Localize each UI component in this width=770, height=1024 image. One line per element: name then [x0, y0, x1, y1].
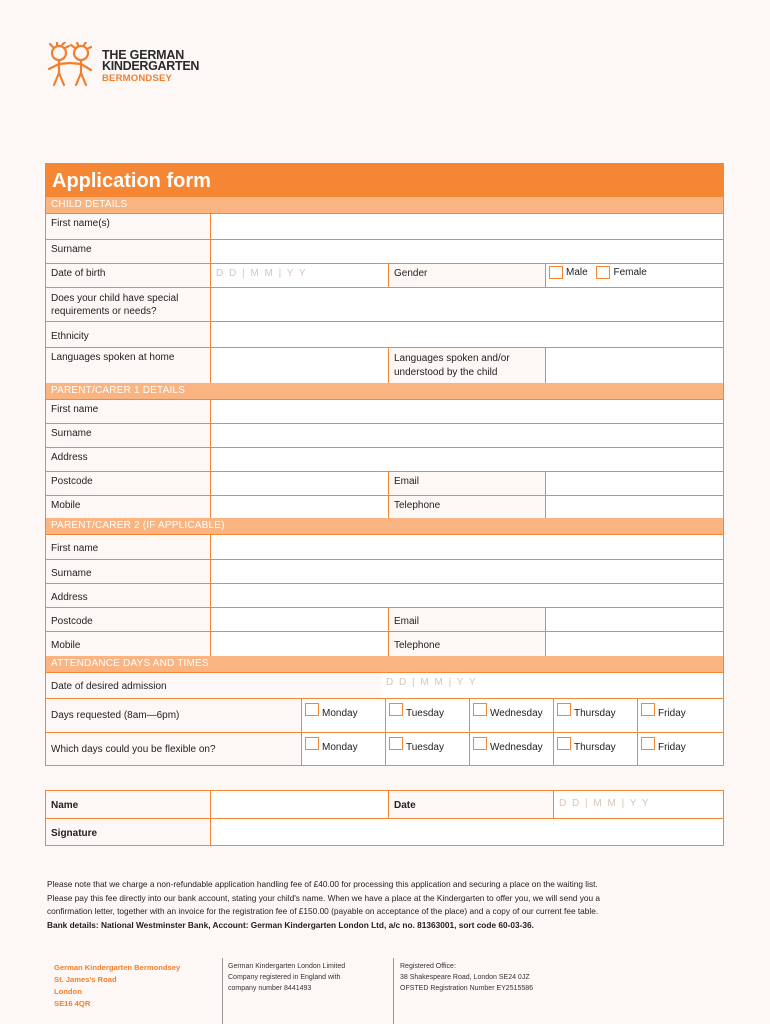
- flexible-wednesday[interactable]: [470, 733, 554, 765]
- child-dob-field[interactable]: [211, 264, 389, 287]
- bank-details: Bank details: National Westminster Bank, Account: German Kindergarten London Ltd, a/c no. 81363001, sort code 60-03-36.: [47, 919, 534, 930]
- flexible-monday[interactable]: [302, 733, 386, 765]
- date-field[interactable]: [554, 791, 723, 818]
- flexible-friday-checkbox[interactable]: [641, 737, 655, 750]
- requested-friday-checkbox[interactable]: [641, 703, 655, 716]
- carer2-telephone-field[interactable]: [546, 632, 723, 656]
- carer2-address-label: Address: [46, 584, 211, 607]
- requested-friday-label: Friday: [658, 708, 686, 719]
- children-logo-icon: [44, 42, 96, 88]
- flexible-thursday-label: Thursday: [574, 742, 616, 753]
- requested-monday-label: Monday: [322, 708, 358, 719]
- carer1-first-name-label: First name: [46, 400, 211, 423]
- days-requested-label: Days requested (8am—6pm): [46, 699, 302, 732]
- requested-thursday-label: Thursday: [574, 708, 616, 719]
- carer2-first-name-field[interactable]: [211, 535, 723, 559]
- carer2-telephone-label: Telephone: [389, 632, 546, 656]
- requested-monday[interactable]: [302, 699, 386, 732]
- footer-address-line: German Kindergarten Bermondsey: [54, 963, 181, 972]
- logo-line-1: THE GERMAN: [102, 48, 185, 62]
- requested-wednesday-label: Wednesday: [490, 708, 543, 719]
- requested-wednesday[interactable]: [470, 699, 554, 732]
- footer-address-line: St. James's Road: [54, 975, 117, 984]
- admission-date-label: Date of desired admission: [46, 673, 381, 698]
- requested-tuesday-checkbox[interactable]: [389, 703, 403, 716]
- requested-wednesday-checkbox[interactable]: [473, 703, 487, 716]
- section-carer1-details: PARENT/CARER 1 DETAILS: [45, 383, 724, 399]
- flexible-thursday-checkbox[interactable]: [557, 737, 571, 750]
- dob-placeholder: D D | M M | Y Y: [216, 268, 308, 279]
- flexible-thursday[interactable]: [554, 733, 638, 765]
- female-checkbox[interactable]: [596, 266, 610, 279]
- flexible-monday-checkbox[interactable]: [305, 737, 319, 750]
- footer-registered-line: Registered Office:: [400, 963, 456, 970]
- footer-company-line: Company registered in England with: [228, 973, 341, 981]
- child-dob-label: Date of birth: [46, 264, 211, 287]
- flexible-friday[interactable]: [638, 733, 723, 765]
- ethnicity-field[interactable]: [211, 322, 723, 347]
- flexible-tuesday-label: Tuesday: [406, 742, 444, 753]
- flexible-days-label: Which days could you be flexible on?: [46, 733, 302, 765]
- special-needs-label: Does your child have special requirements or needs?: [46, 288, 211, 321]
- carer2-first-name-label: First name: [46, 535, 211, 559]
- carer1-email-field[interactable]: [546, 472, 723, 495]
- carer2-address-field[interactable]: [211, 584, 723, 607]
- logo: [44, 42, 224, 90]
- carer2-email-field[interactable]: [546, 608, 723, 631]
- footer-registered-line: OFSTED Registration Number EY2515586: [400, 984, 534, 992]
- footer-registered-line: 38 Shakespeare Road, London SE24 0JZ: [400, 973, 530, 981]
- fee-note: [47, 878, 727, 932]
- carer1-telephone-label: Telephone: [389, 496, 546, 518]
- footer-address-line: SE16 4QR: [54, 999, 91, 1008]
- admission-date-placeholder: D D | M M | Y Y: [386, 677, 478, 688]
- section-attendance: ATTENDANCE DAYS AND TIMES: [45, 656, 724, 672]
- languages-home-field[interactable]: [211, 348, 389, 383]
- carer1-postcode-label: Postcode: [46, 472, 211, 495]
- carer2-mobile-label: Mobile: [46, 632, 211, 656]
- date-placeholder: D D | M M | Y Y: [559, 798, 651, 809]
- fee-note-line-2: Please pay this fee directly into our bank account, stating your child's name. When we have a place at the Kindergarten to offer you, we will send you a: [47, 892, 601, 903]
- child-surname-field[interactable]: [211, 240, 723, 263]
- footer-company-line: German Kindergarten London Limited: [228, 963, 346, 970]
- carer1-email-label: Email: [389, 472, 546, 495]
- requested-thursday[interactable]: [554, 699, 638, 732]
- requested-tuesday[interactable]: [386, 699, 470, 732]
- female-label: Female: [613, 267, 647, 279]
- flexible-monday-label: Monday: [322, 742, 358, 753]
- signature-field[interactable]: [211, 819, 723, 845]
- footer-address-line: London: [54, 987, 82, 996]
- special-needs-field[interactable]: [211, 288, 723, 321]
- flexible-friday-label: Friday: [658, 742, 686, 753]
- form-title: Application form: [45, 163, 724, 197]
- logo-line-3: BERMONDSEY: [102, 73, 173, 84]
- admission-date-field[interactable]: [381, 673, 723, 698]
- flexible-wednesday-checkbox[interactable]: [473, 737, 487, 750]
- ethnicity-label: Ethnicity: [46, 322, 211, 347]
- footer-company-line: company number 8441493: [228, 984, 312, 992]
- signoff-table: [45, 790, 724, 846]
- male-label: Male: [566, 267, 588, 279]
- footer-divider: [222, 958, 223, 1024]
- footer-divider: [393, 958, 394, 1024]
- carer1-first-name-field[interactable]: [211, 400, 723, 423]
- flexible-wednesday-label: Wednesday: [490, 742, 543, 753]
- footer-company: [228, 962, 345, 994]
- languages-understood-field[interactable]: [546, 348, 723, 383]
- child-first-names-field[interactable]: [211, 214, 723, 239]
- signature-label: Signature: [46, 819, 211, 845]
- footer-registered: [400, 962, 533, 994]
- footer-address: [54, 962, 180, 1010]
- carer1-postcode-field[interactable]: [211, 472, 389, 495]
- carer2-email-label: Email: [389, 608, 546, 631]
- carer2-surname-label: Surname: [46, 560, 211, 583]
- logo-line-2: KINDERGARTEN: [102, 59, 200, 73]
- carer2-postcode-label: Postcode: [46, 608, 211, 631]
- date-label: Date: [389, 791, 554, 818]
- fee-note-line-3: confirmation letter, together with an invoice for the registration fee of £150.00 (payable on acceptance of the place) and a copy of our current fee table.: [47, 906, 599, 917]
- carer1-address-field[interactable]: [211, 448, 723, 471]
- requested-friday[interactable]: [638, 699, 723, 732]
- section-carer2-details: PARENT/CARER 2 (IF APPLICABLE): [45, 518, 724, 534]
- child-first-names-label: First name(s): [46, 214, 211, 239]
- carer1-address-label: Address: [46, 448, 211, 471]
- carer2-postcode-field[interactable]: [211, 608, 389, 631]
- section-child-details: CHILD DETAILS: [45, 197, 724, 213]
- carer2-mobile-field[interactable]: [211, 632, 389, 656]
- fee-note-line-1: Please note that we charge a non-refundable application handling fee of £40.00 for processing this application and securing a place on the waiting list.: [47, 879, 598, 889]
- languages-understood-label: Languages spoken and/or understood by the child: [389, 348, 546, 383]
- carer1-surname-label: Surname: [46, 424, 211, 447]
- name-label: Name: [46, 791, 211, 818]
- child-surname-label: Surname: [46, 240, 211, 263]
- carer1-telephone-field[interactable]: [546, 496, 723, 518]
- requested-thursday-checkbox[interactable]: [557, 703, 571, 716]
- male-checkbox[interactable]: [549, 266, 563, 279]
- carer2-surname-field[interactable]: [211, 560, 723, 583]
- requested-monday-checkbox[interactable]: [305, 703, 319, 716]
- carer1-mobile-label: Mobile: [46, 496, 211, 518]
- flexible-tuesday-checkbox[interactable]: [389, 737, 403, 750]
- application-form: [45, 163, 724, 766]
- gender-options: [546, 264, 723, 287]
- flexible-tuesday[interactable]: [386, 733, 470, 765]
- requested-tuesday-label: Tuesday: [406, 708, 444, 719]
- languages-home-label: Languages spoken at home: [46, 348, 211, 383]
- name-field[interactable]: [211, 791, 389, 818]
- carer1-mobile-field[interactable]: [211, 496, 389, 518]
- gender-label: Gender: [389, 264, 546, 287]
- carer1-surname-field[interactable]: [211, 424, 723, 447]
